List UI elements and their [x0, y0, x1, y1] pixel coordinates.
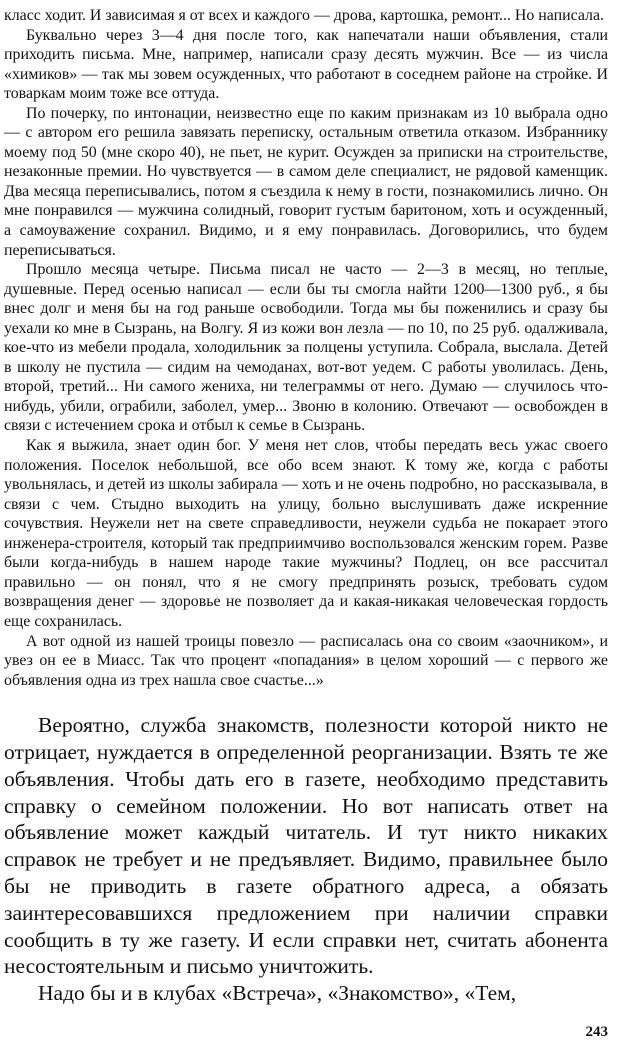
main-text-block [4, 712, 608, 1007]
main-paragraph-1: Вероятно, служба знакомств, полезности которой никто не отрицает, нуждается в определенной реорганизации. Взять те же объявления. Чтобы дать его в газете, необходимо представить справку о семейном положении. Но вот написать ответ на объявление может каждый читатель. И тут никто никаких справок не требует и не предъявляет. Видимо, правильнее было бы не приводить в газете обратного адреса, а обязать заинтересовавшихся предложением при наличии справки сообщить в ту же газету. И если справки нет, считать абонента несостоятельным и письмо уничтожить. [4, 713, 608, 979]
page-number: 243 [585, 1024, 608, 1040]
quote-paragraph-1: Буквально через 3—4 дня после того, как напечатали наши объявления, стали приходить письма. Мне, например, написали сразу десять мужчин. Все — из числа «химиков» — так мы зовем осужденных, что работают в соседнем районе на стройке. И товаркам моим тоже все оттуда. [4, 26, 608, 103]
quote-paragraph-0: класс ходит. И зависимая я от всех и каждого — дрова, картошка, ремонт... Но написала. [4, 7, 605, 24]
quote-paragraph-4: Как я выжила, знает один бог. У меня нет слов, чтобы передать весь ужас своего положения. Поселок небольшой, все обо всем знают. К тому же, когда с работы увольнялась, и детей из школы забирала — хоть и не очень подробно, но рассказывала, в связи с чем. Стыдно выходить на улицу, больно выслушивать даже искренние сочувствия. Неужели нет на свете справедливости, неужели судьба не покарает этого инженера-строителя, который так предприимчиво воспользовался женским горем. Разве были когда-нибудь в нашем народе такие мужчины? Подлец, он все рассчитал правильно — он понял, что я не смогу предпринять розыск, требовать судом возвращения денег — здоровье не позволяет да и какая-никакая человеческая гордость еще сохранилась. [4, 437, 608, 630]
quote-paragraph-5: А вот одной из нашей троицы повезло — расписалась она со своим «заочником», и увез он ее в Миасс. Так что процент «попадания» в целом хороший — с первого же объявления одна из трех нашла свое счастье...» [4, 632, 608, 689]
quote-paragraph-3: Прошло месяца четыре. Письма писал не часто — 2—3 в месяц, но теплые, душевные. Перед осенью написал — если бы ты смогла найти 1200—1300 руб., я бы внес долг и меня бы на год раньше освободили. Тогда мы бы поженились и сразу бы уехали ко мне в Сызрань, на Волгу. Я из кожи вон лезла — по 10, по 25 руб. одалживала, кое-что из мебели продала, холодильник за полцены уступила. Собрала, выслала. Детей в школу не пустила — сидим на чемоданах, вот-вот уедем. С работы уволилась. День, второй, третий... Ни самого жениха, ни телеграммы от него. Думаю — случилось что-нибудь, убили, ограбили, заболел, умер... Звоню в колонию. Отвечают — освобожден в связи с истечением срока и отбыл к семье в Сызрань. [4, 261, 608, 435]
quote-paragraph-2: По почерку, по интонации, неизвестно еще по каким признакам из 10 выбрала одно — с автором его решила завязать переписку, остальным ответила отказом. Избраннику моему под 50 (мне скоро 40), не пьет, не курит. Осужден за приписки на строительстве, незаконные премии. Но чувствуется — в самом деле специалист, не рядовой каменщик. Два месяца переписывались, потом я съездила к нему в гости, познакомились лично. Он мне понравился — мужчина солидный, говорит густым баритоном, хоть и осужденный, а самоуважение сохранил. Видимо, и я ему понравилась. Договорились, что будем переписываться. [4, 104, 608, 259]
letter-quote-block [4, 6, 608, 690]
main-paragraph-2: Надо бы и в клубах «Встреча», «Знакомство», «Тем, [38, 981, 517, 1006]
